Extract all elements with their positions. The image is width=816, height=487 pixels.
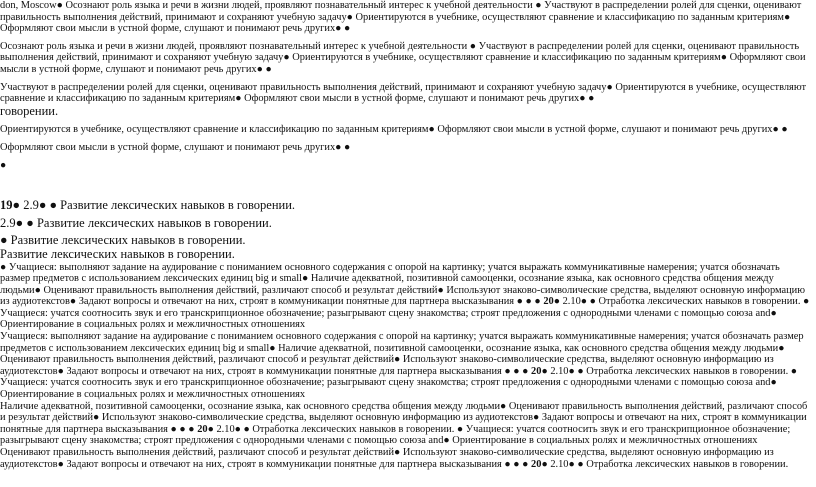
lesson-number: 20● (531, 365, 548, 377)
heading-4: Развитие лексических навыков в говорении. (0, 246, 235, 261)
heading-3: ● Развитие лексических навыков в говорении. (0, 233, 246, 248)
paragraph-10-lesson: 2.10● ● Отработка лексических навыков в говорении. (547, 458, 789, 470)
paragraph-9-text: Наличие адекватной, позитивной самооценки, осознание языка, как основного средства общения между людьми● Оценивают правильность выполнения действий, различают способ и результат действий● Используют знаково-символические средства, выделяют основную информацию из аудиотекстов● Задают вопросы и отвечают на них, строят в коммуникации понятные для партнера высказывания ● ● ● (0, 400, 808, 435)
paragraph-7-text: ● Учащиеся: выполняют задание на аудирование с пониманием основного содержания с опорой на картинку; учатся выражать коммуникативные намерения; учатся обозначать размер предметов с использованием лексических единиц big и small● Наличие адекватной, позитивной самооценки, осознание языка, как основного средства общения между людьми● Оценивают правильность выполнения действий, различают способ и результат действий● Используют знаково-символические средства, выделяют основную информацию из аудиотекстов● Задают вопросы и отвечают на них, строят в коммуникации понятные для партнера высказывания ● ● ● (0, 261, 805, 308)
lesson-number: 19● (0, 198, 21, 213)
lesson-number: 20● (531, 458, 548, 470)
paragraph-7-lesson: 2.10● ● Отработка лексических навыков в говорении. ● Учащиеся: учатся соотносить звук и его транскрипционное обозначение; разыгрывают сцену знакомства; строят предложения с однородными членами с помощью союза and● Ориентирование в социальных ролях и межличностных отношениях (0, 296, 810, 331)
paragraph-9-lesson: 2.10● ● Отработка лексических навыков в говорении. ● Учащиеся: учатся соотносить звук и его транскрипционное обозначение; разыгрывают сцену знакомства; строят предложения с однородными членами с помощью союза and● Ориентирование в социальных ролях и межличностных отношениях (0, 423, 791, 447)
lesson-number: 20● (543, 296, 560, 308)
paragraph-8-text: Учащиеся: выполняют задание на аудирование с пониманием основного содержания с опорой на картинку; учатся выражать коммуникативные намерения; учатся обозначать размер предметов с использованием лексических единиц big и small● Наличие адекватной, позитивной самооценки, осознание языка, как основного средства общения между людьми● Оценивают правильность выполнения действий, различают способ и результат действий● Используют знаково-символические средства, выделяют основную информацию из аудиотекстов● Задают вопросы и отвечают на них, строят в коммуникации понятные для партнера высказывания ● ● ● (0, 331, 804, 377)
paragraph-6: ● (0, 159, 7, 171)
paragraph-1: don, Moscow● Осознают роль языка и речи в жизни людей, проявляют познавательный интерес к учебной деятельности ● Участвуют в распределении ролей для сценки, оценивают правильность выполнения действий, принимают и сохраняют учебную задачу● Ориентируются в учебнике, осуществляют сравнение и классификацию по заданным критериям● Оформляют свои мысли в устной форме, слушают и понимают речь других● ● (0, 0, 802, 35)
lesson-number: 20● (197, 423, 214, 435)
heading-1 (0, 199, 812, 213)
paragraph-10-text: Оценивают правильность выполнения действий, различают способ и результат действий● Используют знаково-символические средства, выделяют основную информацию из аудиотекстов● Задают вопросы и отвечают на них, строят в коммуникации понятные для партнера высказывания ● ● ● (0, 447, 774, 470)
heading-2: 2.9● ● Развитие лексических навыков в говорении. (0, 215, 272, 230)
paragraph-10 (0, 447, 812, 470)
paragraph-4: Ориентируются в учебнике, осуществляют сравнение и классификацию по заданным критериям● Оформляют свои мысли в устной форме, слушают и понимают речь других● ● (0, 124, 788, 136)
paragraph-9 (0, 401, 812, 447)
paragraph-8 (0, 331, 812, 401)
paragraph-8-lesson: 2.10● ● Отработка лексических навыков в говорении. ● Учащиеся: учатся соотносить звук и его транскрипционное обозначение; разыгрывают сцену знакомства; строят предложения с однородными членами с помощью союза and● Ориентирование в социальных ролях и межличностных отношениях (0, 365, 798, 401)
paragraph-2: Осознают роль языка и речи в жизни людей, проявляют познавательный интерес к учебной деятельности ● Участвуют в распределении ролей для сценки, оценивают правильность выполнения действий, принимают и сохраняют учебную задачу● Ориентируются в учебнике, осуществляют сравнение и классификацию по заданным критериям● Оформляют свои мысли в устной форме, слушают и понимают речь других● ● (0, 40, 806, 75)
heading-1-text: 2.9● ● Развитие лексических навыков в говорении. (20, 198, 296, 213)
paragraph-5: Оформляют свои мысли в устной форме, слушают и понимают речь других● ● (0, 141, 351, 153)
paragraph-3-tail: говорении. (0, 103, 59, 118)
paragraph-3: Участвуют в распределении ролей для сценки, оценивают правильность выполнения действий, принимают и сохраняют учебную задачу● Ориентируются в учебнике, осуществляют сравнение и классификацию по заданным критериям● Оформляют свои мысли в устной форме, слушают и понимают речь других● ● (0, 81, 807, 105)
paragraph-7 (0, 262, 812, 332)
